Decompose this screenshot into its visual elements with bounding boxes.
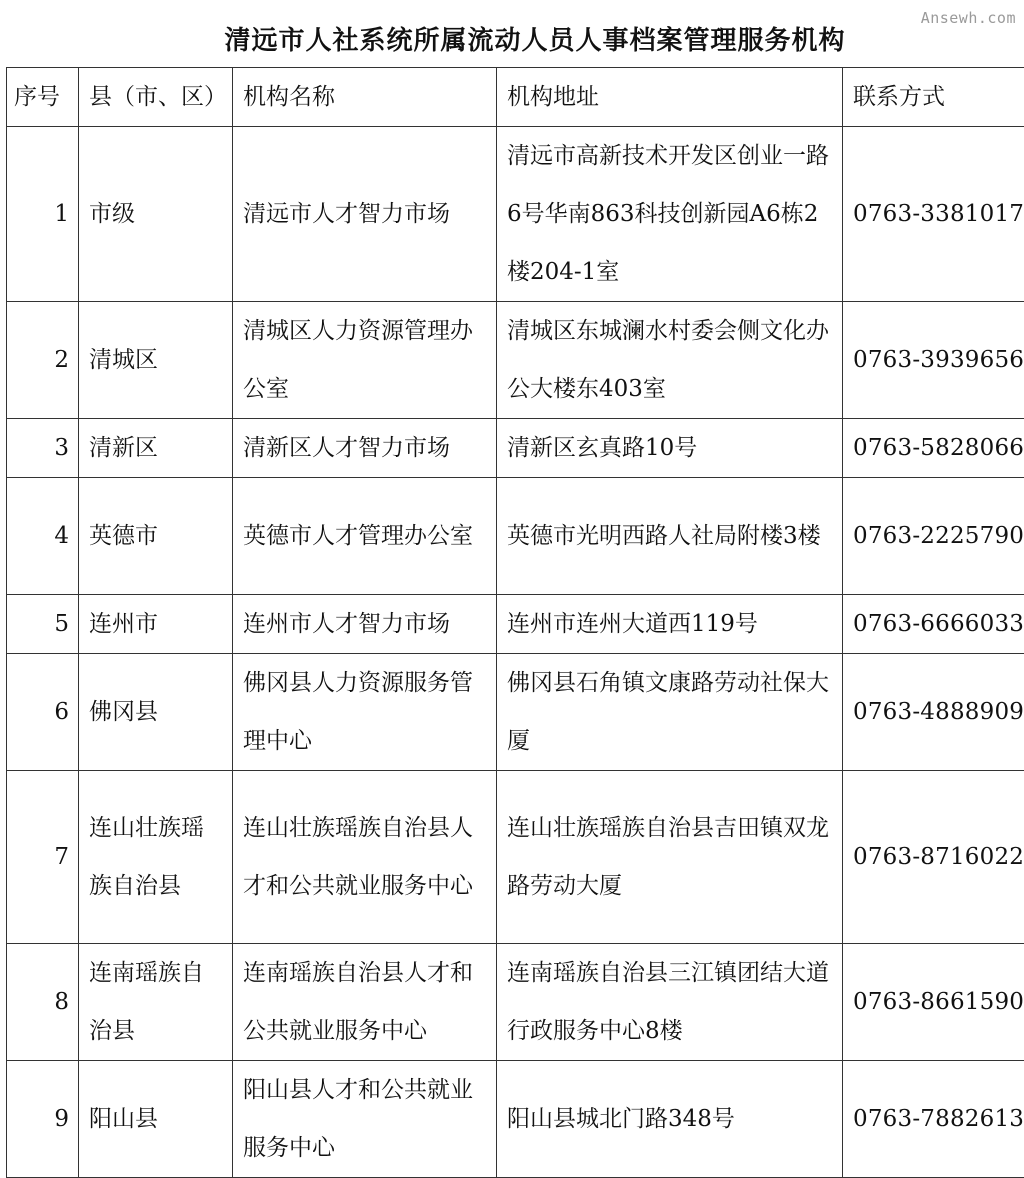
cell-address: 连州市连州大道西119号 [497, 595, 843, 654]
header-county: 县（市、区） [79, 68, 233, 127]
cell-address: 清城区东城澜水村委会侧文化办公大楼东403室 [497, 302, 843, 419]
cell-no: 1 [7, 127, 79, 302]
cell-address: 清远市高新技术开发区创业一路6号华南863科技创新园A6栋2楼204-1室 [497, 127, 843, 302]
cell-county: 阳山县 [79, 1061, 233, 1178]
cell-county: 连南瑶族自治县 [79, 944, 233, 1061]
header-address: 机构地址 [497, 68, 843, 127]
header-no: 序号 [7, 68, 79, 127]
cell-name: 清远市人才智力市场 [233, 127, 497, 302]
cell-contact: 0763-5828066 [843, 419, 1024, 478]
cell-no: 3 [7, 419, 79, 478]
cell-contact: 0763-7882613 [843, 1061, 1024, 1178]
table-row [7, 1061, 1024, 1178]
cell-address: 连南瑶族自治县三江镇团结大道行政服务中心8楼 [497, 944, 843, 1061]
cell-name: 清新区人才智力市场 [233, 419, 497, 478]
document-title: 清远市人社系统所属流动人员人事档案管理服务机构 [0, 20, 1024, 57]
cell-county: 英德市 [79, 478, 233, 595]
cell-name: 连南瑶族自治县人才和公共就业服务中心 [233, 944, 497, 1061]
cell-no: 9 [7, 1061, 79, 1178]
cell-contact: 0763-2225790 [843, 478, 1024, 595]
cell-contact: 0763-3381017 [843, 127, 1024, 302]
cell-county: 连山壮族瑶族自治县 [79, 771, 233, 944]
cell-address: 佛冈县石角镇文康路劳动社保大厦 [497, 654, 843, 771]
cell-no: 4 [7, 478, 79, 595]
cell-county: 清城区 [79, 302, 233, 419]
table-row [7, 419, 1024, 478]
table-row [7, 302, 1024, 419]
cell-no: 6 [7, 654, 79, 771]
header-name: 机构名称 [233, 68, 497, 127]
cell-name: 阳山县人才和公共就业服务中心 [233, 1061, 497, 1178]
header-contact: 联系方式 [843, 68, 1024, 127]
table-row [7, 654, 1024, 771]
table-row [7, 127, 1024, 302]
cell-contact: 0763-4888909 [843, 654, 1024, 771]
cell-no: 8 [7, 944, 79, 1061]
cell-county: 佛冈县 [79, 654, 233, 771]
table-row [7, 944, 1024, 1061]
cell-address: 清新区玄真路10号 [497, 419, 843, 478]
cell-county: 连州市 [79, 595, 233, 654]
cell-county: 清新区 [79, 419, 233, 478]
watermark: Ansewh.com [921, 9, 1016, 27]
cell-name: 佛冈县人力资源服务管理中心 [233, 654, 497, 771]
cell-name: 连州市人才智力市场 [233, 595, 497, 654]
cell-address: 英德市光明西路人社局附楼3楼 [497, 478, 843, 595]
cell-contact: 0763-6666033 [843, 595, 1024, 654]
cell-no: 5 [7, 595, 79, 654]
cell-no: 7 [7, 771, 79, 944]
table-row [7, 478, 1024, 595]
cell-name: 连山壮族瑶族自治县人才和公共就业服务中心 [233, 771, 497, 944]
cell-contact: 0763-3939656 [843, 302, 1024, 419]
table-row [7, 771, 1024, 944]
cell-address: 阳山县城北门路348号 [497, 1061, 843, 1178]
cell-contact: 0763-8716022 [843, 771, 1024, 944]
cell-county: 市级 [79, 127, 233, 302]
cell-name: 清城区人力资源管理办公室 [233, 302, 497, 419]
cell-name: 英德市人才管理办公室 [233, 478, 497, 595]
cell-no: 2 [7, 302, 79, 419]
cell-contact: 0763-8661590 [843, 944, 1024, 1061]
table-row [7, 595, 1024, 654]
table-header-row [7, 68, 1024, 127]
cell-address: 连山壮族瑶族自治县吉田镇双龙路劳动大厦 [497, 771, 843, 944]
institution-table [6, 67, 1024, 1178]
